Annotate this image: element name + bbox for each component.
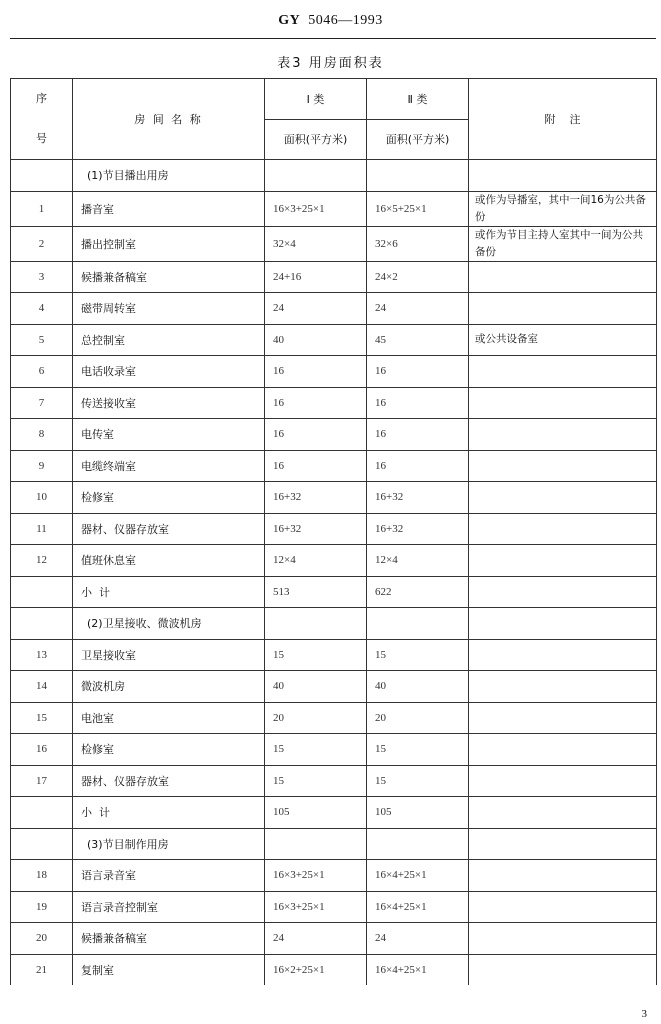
row-area-class1: 40 xyxy=(265,324,367,356)
row-number: 1 xyxy=(11,191,73,226)
row-remarks xyxy=(469,450,657,482)
table-row xyxy=(11,702,657,734)
row-room-name: 复制室 xyxy=(73,954,265,985)
row-area-class1: 15 xyxy=(265,765,367,797)
row-area-class1: 16 xyxy=(265,450,367,482)
row-remarks xyxy=(469,828,657,860)
row-number: 16 xyxy=(11,734,73,766)
row-number: 13 xyxy=(11,639,73,671)
row-area-class1: 16×2+25×1 xyxy=(265,954,367,985)
row-area-class1: 24 xyxy=(265,923,367,955)
row-area-class2: 32×6 xyxy=(367,226,469,261)
row-room-name: 器材、仪器存放室 xyxy=(73,765,265,797)
table-row xyxy=(11,765,657,797)
header-remarks: 附 注 xyxy=(469,79,657,160)
table-row xyxy=(11,545,657,577)
row-number xyxy=(11,160,73,192)
row-remarks xyxy=(469,797,657,829)
row-room-name: 电话收录室 xyxy=(73,356,265,388)
row-area-class2: 16×4+25×1 xyxy=(367,860,469,892)
row-room-name: 电池室 xyxy=(73,702,265,734)
table-row xyxy=(11,450,657,482)
row-room-name: 卫星接收室 xyxy=(73,639,265,671)
row-remarks: 或作为导播室，其中一间16为公共备份 xyxy=(469,191,657,226)
row-area-class2: 16×4+25×1 xyxy=(367,891,469,923)
room-area-table xyxy=(10,78,657,985)
row-number: 20 xyxy=(11,923,73,955)
row-area-class1: 15 xyxy=(265,639,367,671)
row-room-name: (3)节目制作用房 xyxy=(73,828,265,860)
row-area-class1: 12×4 xyxy=(265,545,367,577)
row-area-class2: 24×2 xyxy=(367,261,469,293)
row-area-class2: 20 xyxy=(367,702,469,734)
row-remarks: 或作为节目主持人室其中一间为公共备份 xyxy=(469,226,657,261)
row-remarks xyxy=(469,356,657,388)
row-number xyxy=(11,828,73,860)
row-remarks xyxy=(469,923,657,955)
row-number: 19 xyxy=(11,891,73,923)
table-row xyxy=(11,860,657,892)
row-area-class2: 16 xyxy=(367,450,469,482)
row-area-class1: 16×3+25×1 xyxy=(265,891,367,923)
row-number xyxy=(11,576,73,608)
header-area-class1: 面积(平方米) xyxy=(265,119,367,160)
row-room-name: 器材、仪器存放室 xyxy=(73,513,265,545)
row-area-class1: 16 xyxy=(265,356,367,388)
row-area-class2: 24 xyxy=(367,293,469,325)
row-area-class1: 15 xyxy=(265,734,367,766)
row-number: 5 xyxy=(11,324,73,356)
row-number: 6 xyxy=(11,356,73,388)
row-number: 18 xyxy=(11,860,73,892)
row-area-class2: 15 xyxy=(367,765,469,797)
row-area-class2: 16 xyxy=(367,387,469,419)
row-area-class2: 16 xyxy=(367,419,469,451)
row-number: 4 xyxy=(11,293,73,325)
table-row xyxy=(11,923,657,955)
table-row xyxy=(11,191,657,226)
row-room-name: 检修室 xyxy=(73,734,265,766)
table-row xyxy=(11,734,657,766)
row-area-class1: 32×4 xyxy=(265,226,367,261)
row-remarks xyxy=(469,513,657,545)
row-room-name: 磁带周转室 xyxy=(73,293,265,325)
row-remarks xyxy=(469,734,657,766)
row-area-class2: 16×4+25×1 xyxy=(367,954,469,985)
row-area-class2: 12×4 xyxy=(367,545,469,577)
row-area-class2: 105 xyxy=(367,797,469,829)
row-room-name: (1)节目播出用房 xyxy=(73,160,265,192)
row-area-class1 xyxy=(265,828,367,860)
row-room-name: 检修室 xyxy=(73,482,265,514)
table-row xyxy=(11,356,657,388)
row-room-name: 电传室 xyxy=(73,419,265,451)
row-area-class1: 16+32 xyxy=(265,513,367,545)
row-remarks xyxy=(469,954,657,985)
row-room-name: (2)卫星接收、微波机房 xyxy=(73,608,265,640)
row-area-class1: 16 xyxy=(265,419,367,451)
row-remarks xyxy=(469,608,657,640)
row-room-name: 总控制室 xyxy=(73,324,265,356)
row-room-name: 传送接收室 xyxy=(73,387,265,419)
row-number: 21 xyxy=(11,954,73,985)
row-area-class2: 16 xyxy=(367,356,469,388)
row-area-class1: 40 xyxy=(265,671,367,703)
row-area-class2: 40 xyxy=(367,671,469,703)
row-room-name: 播音室 xyxy=(73,191,265,226)
row-remarks xyxy=(469,891,657,923)
row-room-name: 小 计 xyxy=(73,576,265,608)
row-area-class2: 16×5+25×1 xyxy=(367,191,469,226)
row-area-class2 xyxy=(367,160,469,192)
row-area-class1: 105 xyxy=(265,797,367,829)
table-row xyxy=(11,576,657,608)
row-area-class2: 16+32 xyxy=(367,513,469,545)
table-row xyxy=(11,482,657,514)
row-remarks xyxy=(469,545,657,577)
row-area-class1: 16×3+25×1 xyxy=(265,191,367,226)
table-row xyxy=(11,513,657,545)
table-row xyxy=(11,891,657,923)
row-number: 10 xyxy=(11,482,73,514)
row-number: 11 xyxy=(11,513,73,545)
table-body xyxy=(11,160,657,986)
row-number: 17 xyxy=(11,765,73,797)
row-room-name: 电缆终端室 xyxy=(73,450,265,482)
row-remarks xyxy=(469,860,657,892)
row-area-class2: 622 xyxy=(367,576,469,608)
row-number: 3 xyxy=(11,261,73,293)
table-row xyxy=(11,261,657,293)
row-area-class2: 45 xyxy=(367,324,469,356)
row-area-class1: 513 xyxy=(265,576,367,608)
table-row xyxy=(11,160,657,192)
row-area-class2: 16+32 xyxy=(367,482,469,514)
header-room-name: 房 间 名 称 xyxy=(73,79,265,160)
standard-code: GY xyxy=(278,13,301,28)
row-area-class1: 16 xyxy=(265,387,367,419)
row-remarks xyxy=(469,702,657,734)
row-area-class2: 24 xyxy=(367,923,469,955)
row-remarks xyxy=(469,419,657,451)
table-row xyxy=(11,387,657,419)
row-room-name: 播出控制室 xyxy=(73,226,265,261)
row-room-name: 候播兼备稿室 xyxy=(73,261,265,293)
row-remarks xyxy=(469,576,657,608)
row-remarks xyxy=(469,765,657,797)
row-room-name: 值班休息室 xyxy=(73,545,265,577)
row-area-class1 xyxy=(265,608,367,640)
row-remarks xyxy=(469,261,657,293)
table-row xyxy=(11,828,657,860)
table-row xyxy=(11,608,657,640)
row-number: 12 xyxy=(11,545,73,577)
row-room-name: 语言录音控制室 xyxy=(73,891,265,923)
row-remarks xyxy=(469,293,657,325)
row-number xyxy=(11,797,73,829)
header-rule xyxy=(10,38,656,39)
header-no-top: 序 xyxy=(36,92,47,105)
header-no xyxy=(11,79,73,160)
row-remarks: 或公共设备室 xyxy=(469,324,657,356)
header-no-bottom: 号 xyxy=(36,132,47,145)
row-room-name: 语言录音室 xyxy=(73,860,265,892)
row-room-name: 候播兼备稿室 xyxy=(73,923,265,955)
row-number xyxy=(11,608,73,640)
row-number: 2 xyxy=(11,226,73,261)
row-number: 15 xyxy=(11,702,73,734)
row-area-class1: 24+16 xyxy=(265,261,367,293)
table-row xyxy=(11,324,657,356)
row-area-class1 xyxy=(265,160,367,192)
row-area-class1: 16×3+25×1 xyxy=(265,860,367,892)
row-number: 14 xyxy=(11,671,73,703)
header-area-class2: 面积(平方米) xyxy=(367,119,469,160)
row-area-class1: 20 xyxy=(265,702,367,734)
table-row xyxy=(11,639,657,671)
row-area-class1: 16+32 xyxy=(265,482,367,514)
row-remarks xyxy=(469,639,657,671)
table-title: 表3 用房面积表 xyxy=(277,56,384,71)
table-row xyxy=(11,293,657,325)
row-number: 9 xyxy=(11,450,73,482)
header-class1: Ⅰ 类 xyxy=(265,79,367,120)
standard-header xyxy=(0,13,661,29)
standard-number: 5046—1993 xyxy=(308,13,383,28)
row-area-class1: 24 xyxy=(265,293,367,325)
row-room-name: 小 计 xyxy=(73,797,265,829)
row-area-class2: 15 xyxy=(367,639,469,671)
table-row xyxy=(11,419,657,451)
header-class2: Ⅱ 类 xyxy=(367,79,469,120)
row-remarks xyxy=(469,671,657,703)
page-number: 3 xyxy=(641,1008,647,1020)
table-row xyxy=(11,954,657,985)
row-area-class2 xyxy=(367,828,469,860)
row-remarks xyxy=(469,482,657,514)
row-room-name: 微波机房 xyxy=(73,671,265,703)
table-row xyxy=(11,226,657,261)
row-area-class2 xyxy=(367,608,469,640)
row-number: 8 xyxy=(11,419,73,451)
table-row xyxy=(11,797,657,829)
row-number: 7 xyxy=(11,387,73,419)
row-area-class2: 15 xyxy=(367,734,469,766)
row-remarks xyxy=(469,387,657,419)
row-remarks xyxy=(469,160,657,192)
table-row xyxy=(11,671,657,703)
